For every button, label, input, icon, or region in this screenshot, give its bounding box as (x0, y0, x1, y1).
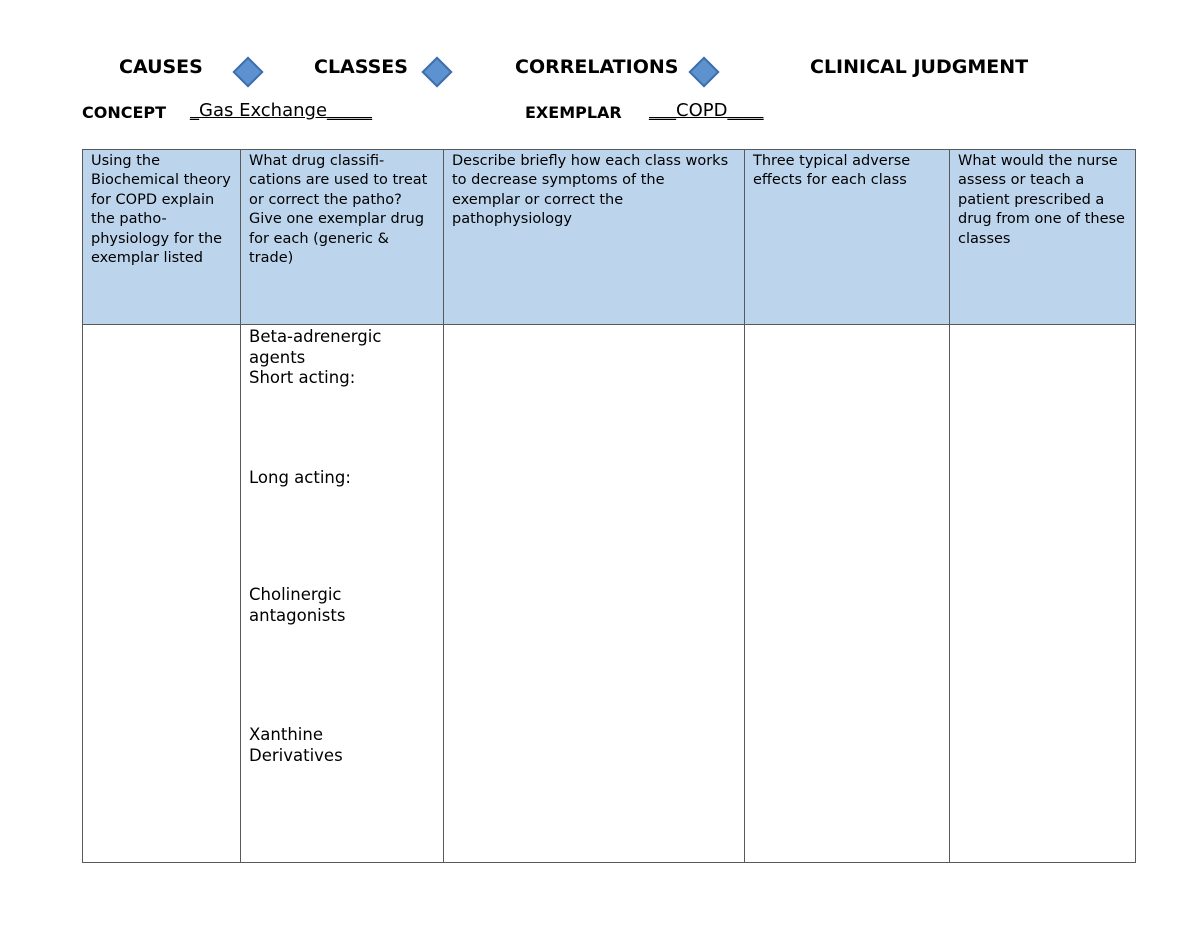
nav-causes: CAUSES (119, 56, 203, 78)
cell-adverse-effects[interactable] (745, 325, 950, 863)
header-drug-classifications: What drug classifi-cations are used to treat or correct the patho? Give one exemplar drug for each (generic & trade) (241, 150, 444, 325)
concept-exemplar-row (82, 99, 1142, 129)
exemplar-label: EXEMPLAR (525, 103, 622, 122)
concept-label: CONCEPT (82, 103, 167, 122)
diamond-icon (688, 56, 719, 87)
cell-pathophysiology[interactable] (83, 325, 241, 863)
drug-class-short-acting: Short acting: (249, 368, 356, 387)
cell-drug-classes[interactable] (241, 325, 444, 863)
drug-class-long-acting: Long acting: (249, 468, 351, 487)
concept-field (190, 100, 372, 121)
drug-class-xanthine-derivatives: Xanthine Derivatives (249, 725, 343, 765)
cell-nursing-assessment[interactable] (950, 325, 1136, 863)
cell-mechanism[interactable] (444, 325, 745, 863)
nav-clinical-judgment: CLINICAL JUDGMENT (810, 56, 1029, 78)
header-mechanism: Describe briefly how each class works to decrease symptoms of the exemplar or correct the pathophysiology (444, 150, 745, 325)
nav-classes: CLASSES (314, 56, 408, 78)
concept-map-nav (0, 54, 1200, 94)
concept-suffix: _____ (327, 100, 373, 121)
diamond-icon (232, 56, 263, 87)
drug-classification-table (82, 149, 1136, 863)
drug-class-beta-adrenergic: Beta-adrenergic agents (249, 327, 382, 367)
nav-correlations: CORRELATIONS (515, 56, 679, 78)
exemplar-prefix: ___ (649, 100, 676, 121)
exemplar-field (649, 100, 763, 121)
header-pathophysiology: Using the Biochemical theory for COPD explain the patho-physiology for the exemplar listed (83, 150, 241, 325)
concept-value: Gas Exchange (199, 100, 328, 121)
header-adverse-effects: Three typical adverse effects for each class (745, 150, 950, 325)
table-header-row (83, 150, 1136, 325)
table-row (83, 325, 1136, 863)
diamond-icon (421, 56, 452, 87)
exemplar-value: COPD (676, 100, 728, 121)
drug-class-cholinergic-antagonists: Cholinergic antagonists (249, 585, 346, 625)
header-nursing-assessment: What would the nurse assess or teach a patient prescribed a drug from one of these classes (950, 150, 1136, 325)
concept-prefix: _ (190, 100, 199, 121)
exemplar-suffix: ____ (727, 100, 764, 121)
